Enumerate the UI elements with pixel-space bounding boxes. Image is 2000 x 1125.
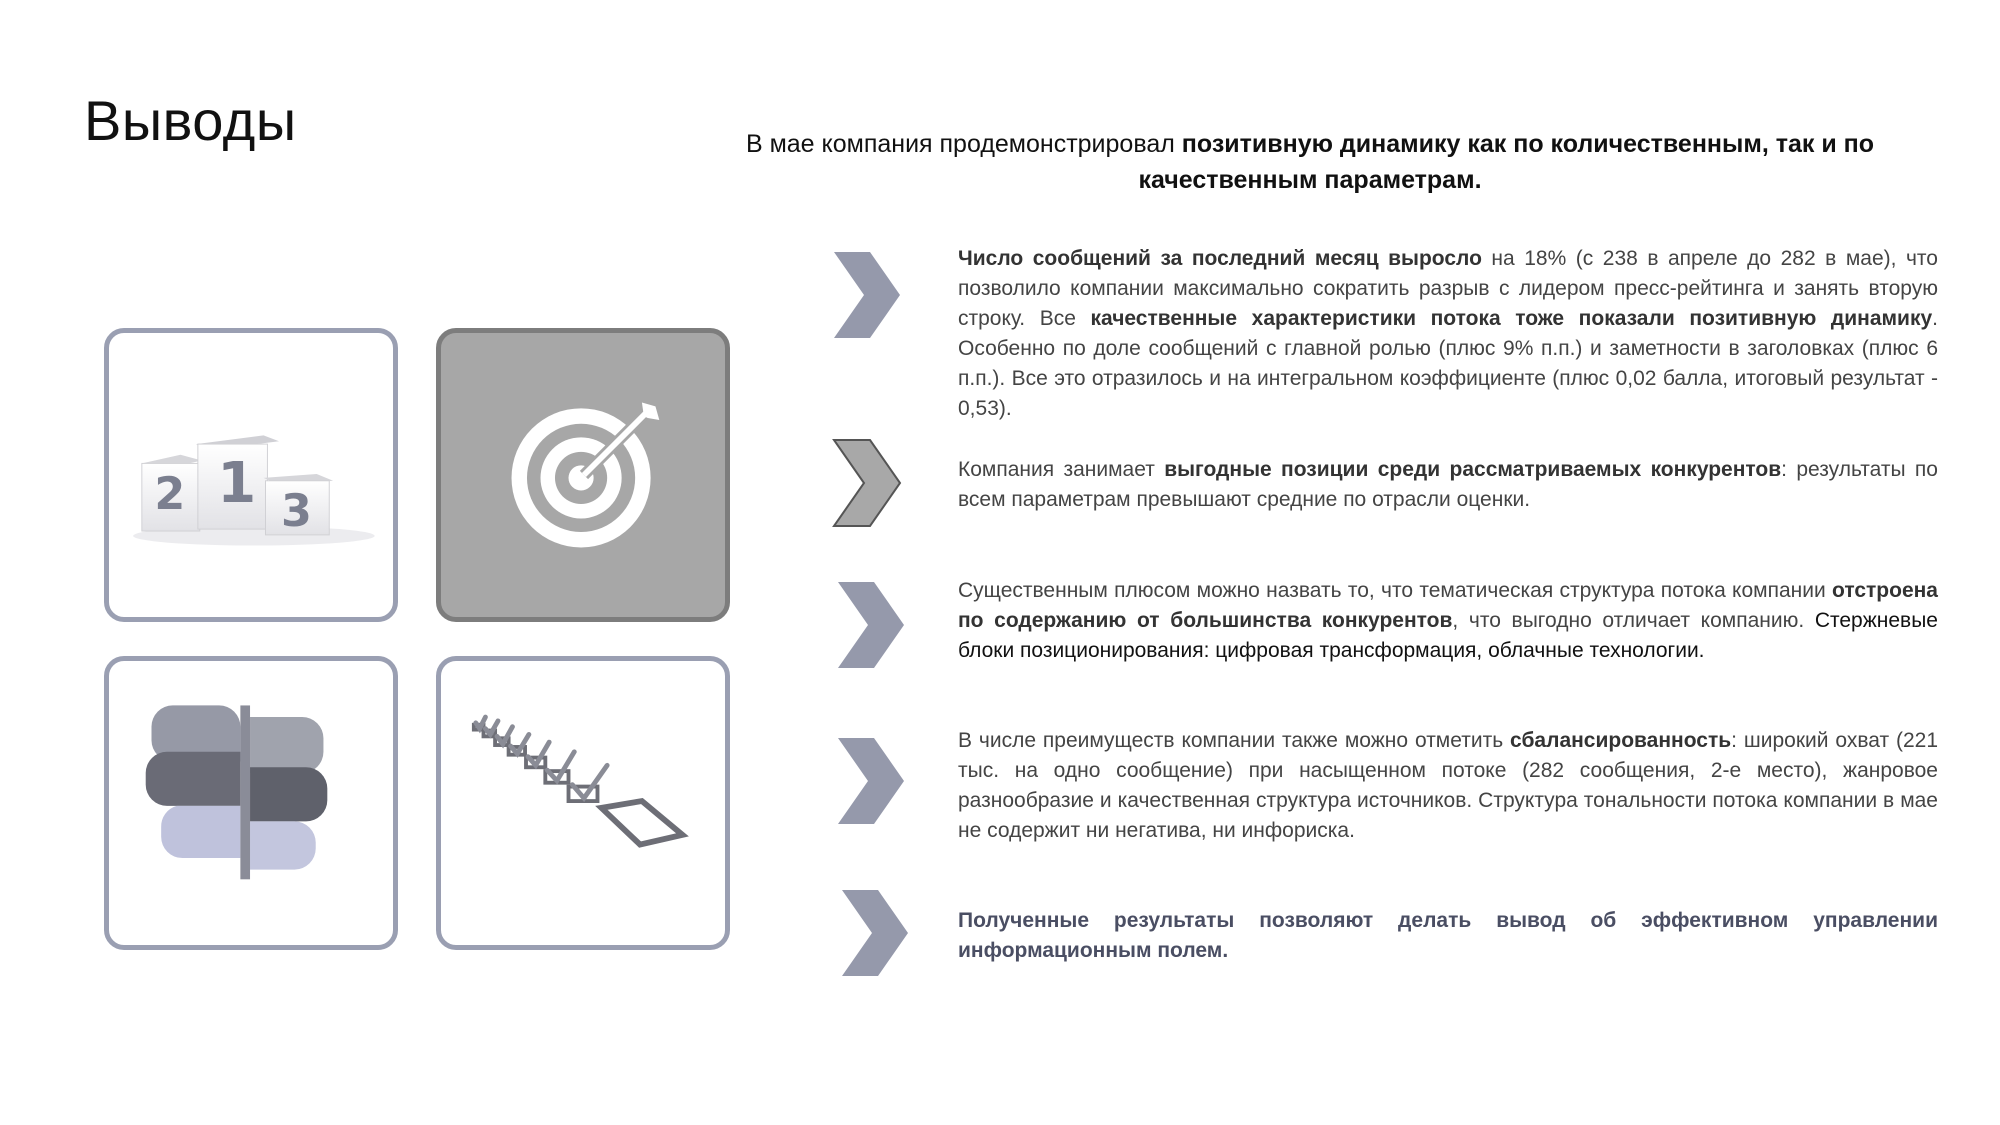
puzzle-shapes-icon [109,661,393,945]
chevron-icon-4 [834,736,906,826]
chevron-icon-3 [834,580,906,670]
c1-seg-4: . Особенно по доле сообщений с главной ролью (плюс 9% п.п.) и заметности в заголовках (плюс 6 п.п.). Все это отразилось и на интегральном коэффициенте (плюс 0,02 балла, итоговый результат - 0,53). [958,307,1938,420]
podium-label-2: 2 [154,468,186,520]
conclusion-4 [958,726,1938,846]
c5-seg-1: Полученные результаты позволяют делать вывод об эффективном управлении информационным полем. [958,909,1938,962]
lead-bold: позитивную динамику как по количественным, так и по качественным параметрам. [1138,130,1875,194]
conclusion-2 [958,455,1938,515]
conclusion-5 [958,906,1938,966]
lead-normal: В мае компания продемонстрировал [745,130,1182,158]
shapes-tile [104,656,398,950]
c2-seg-2: выгодные позиции среди рассматриваемых конкурентов [1164,458,1782,481]
c2-seg-1: Компания занимает [958,458,1165,481]
podium-tile [104,328,398,622]
c3-seg-2: отстроена по содержанию от большинства конкурентов [958,579,1938,632]
c1-seg-1: Число сообщений за последний месяц выросло [958,247,1482,270]
target-icon [441,333,725,617]
conclusion-3 [958,576,1938,666]
lead-statement [720,126,1900,198]
c1-seg-2: на 18% (с 238 в апреле до 282 в мае), что позволило компании максимально сократить разрыв с лидером пресс-рейтинга и занять вторую строку. Все [958,247,1938,330]
checklist-icon [441,661,725,945]
c3-seg-4: Стержневые блоки позиционирования: цифровая трансформация, облачные технологии. [958,609,1938,662]
c2-seg-3: : результаты по всем параметрам превышают средние по отрасли оценки. [958,458,1938,511]
podium-label-1: 1 [217,451,257,517]
c4-seg-1: В числе преимуществ компании также можно отметить [958,729,1511,752]
c3-seg-3: , что выгодно отличает компанию. [1452,609,1815,632]
checklist-tile [436,656,730,950]
page-title: Выводы [84,89,297,152]
chevron-icon-2 [830,438,902,528]
c4-seg-3: : широкий охват (221 тыс. на одно сообщение) при насыщенном потоке (282 сообщения, 2-е место), жанровое разнообразие и качественная структура источников. Структура тональности потока компании в мае не содержит ни негатива, ни инфориска. [958,729,1939,842]
podium-label-3: 3 [280,486,312,538]
podium-icon [109,333,393,617]
chevron-icon-1 [830,250,902,340]
chevron-icon-5 [838,888,910,978]
c3-seg-1: Существенным плюсом можно назвать то, что тематическая структура потока компании [958,579,1833,602]
target-tile [436,328,730,622]
conclusion-1 [958,244,1938,424]
c4-seg-2: сбалансированность [1510,729,1732,752]
c1-seg-3: качественные характеристики потока тоже показали позитивную динамику [1090,307,1933,330]
